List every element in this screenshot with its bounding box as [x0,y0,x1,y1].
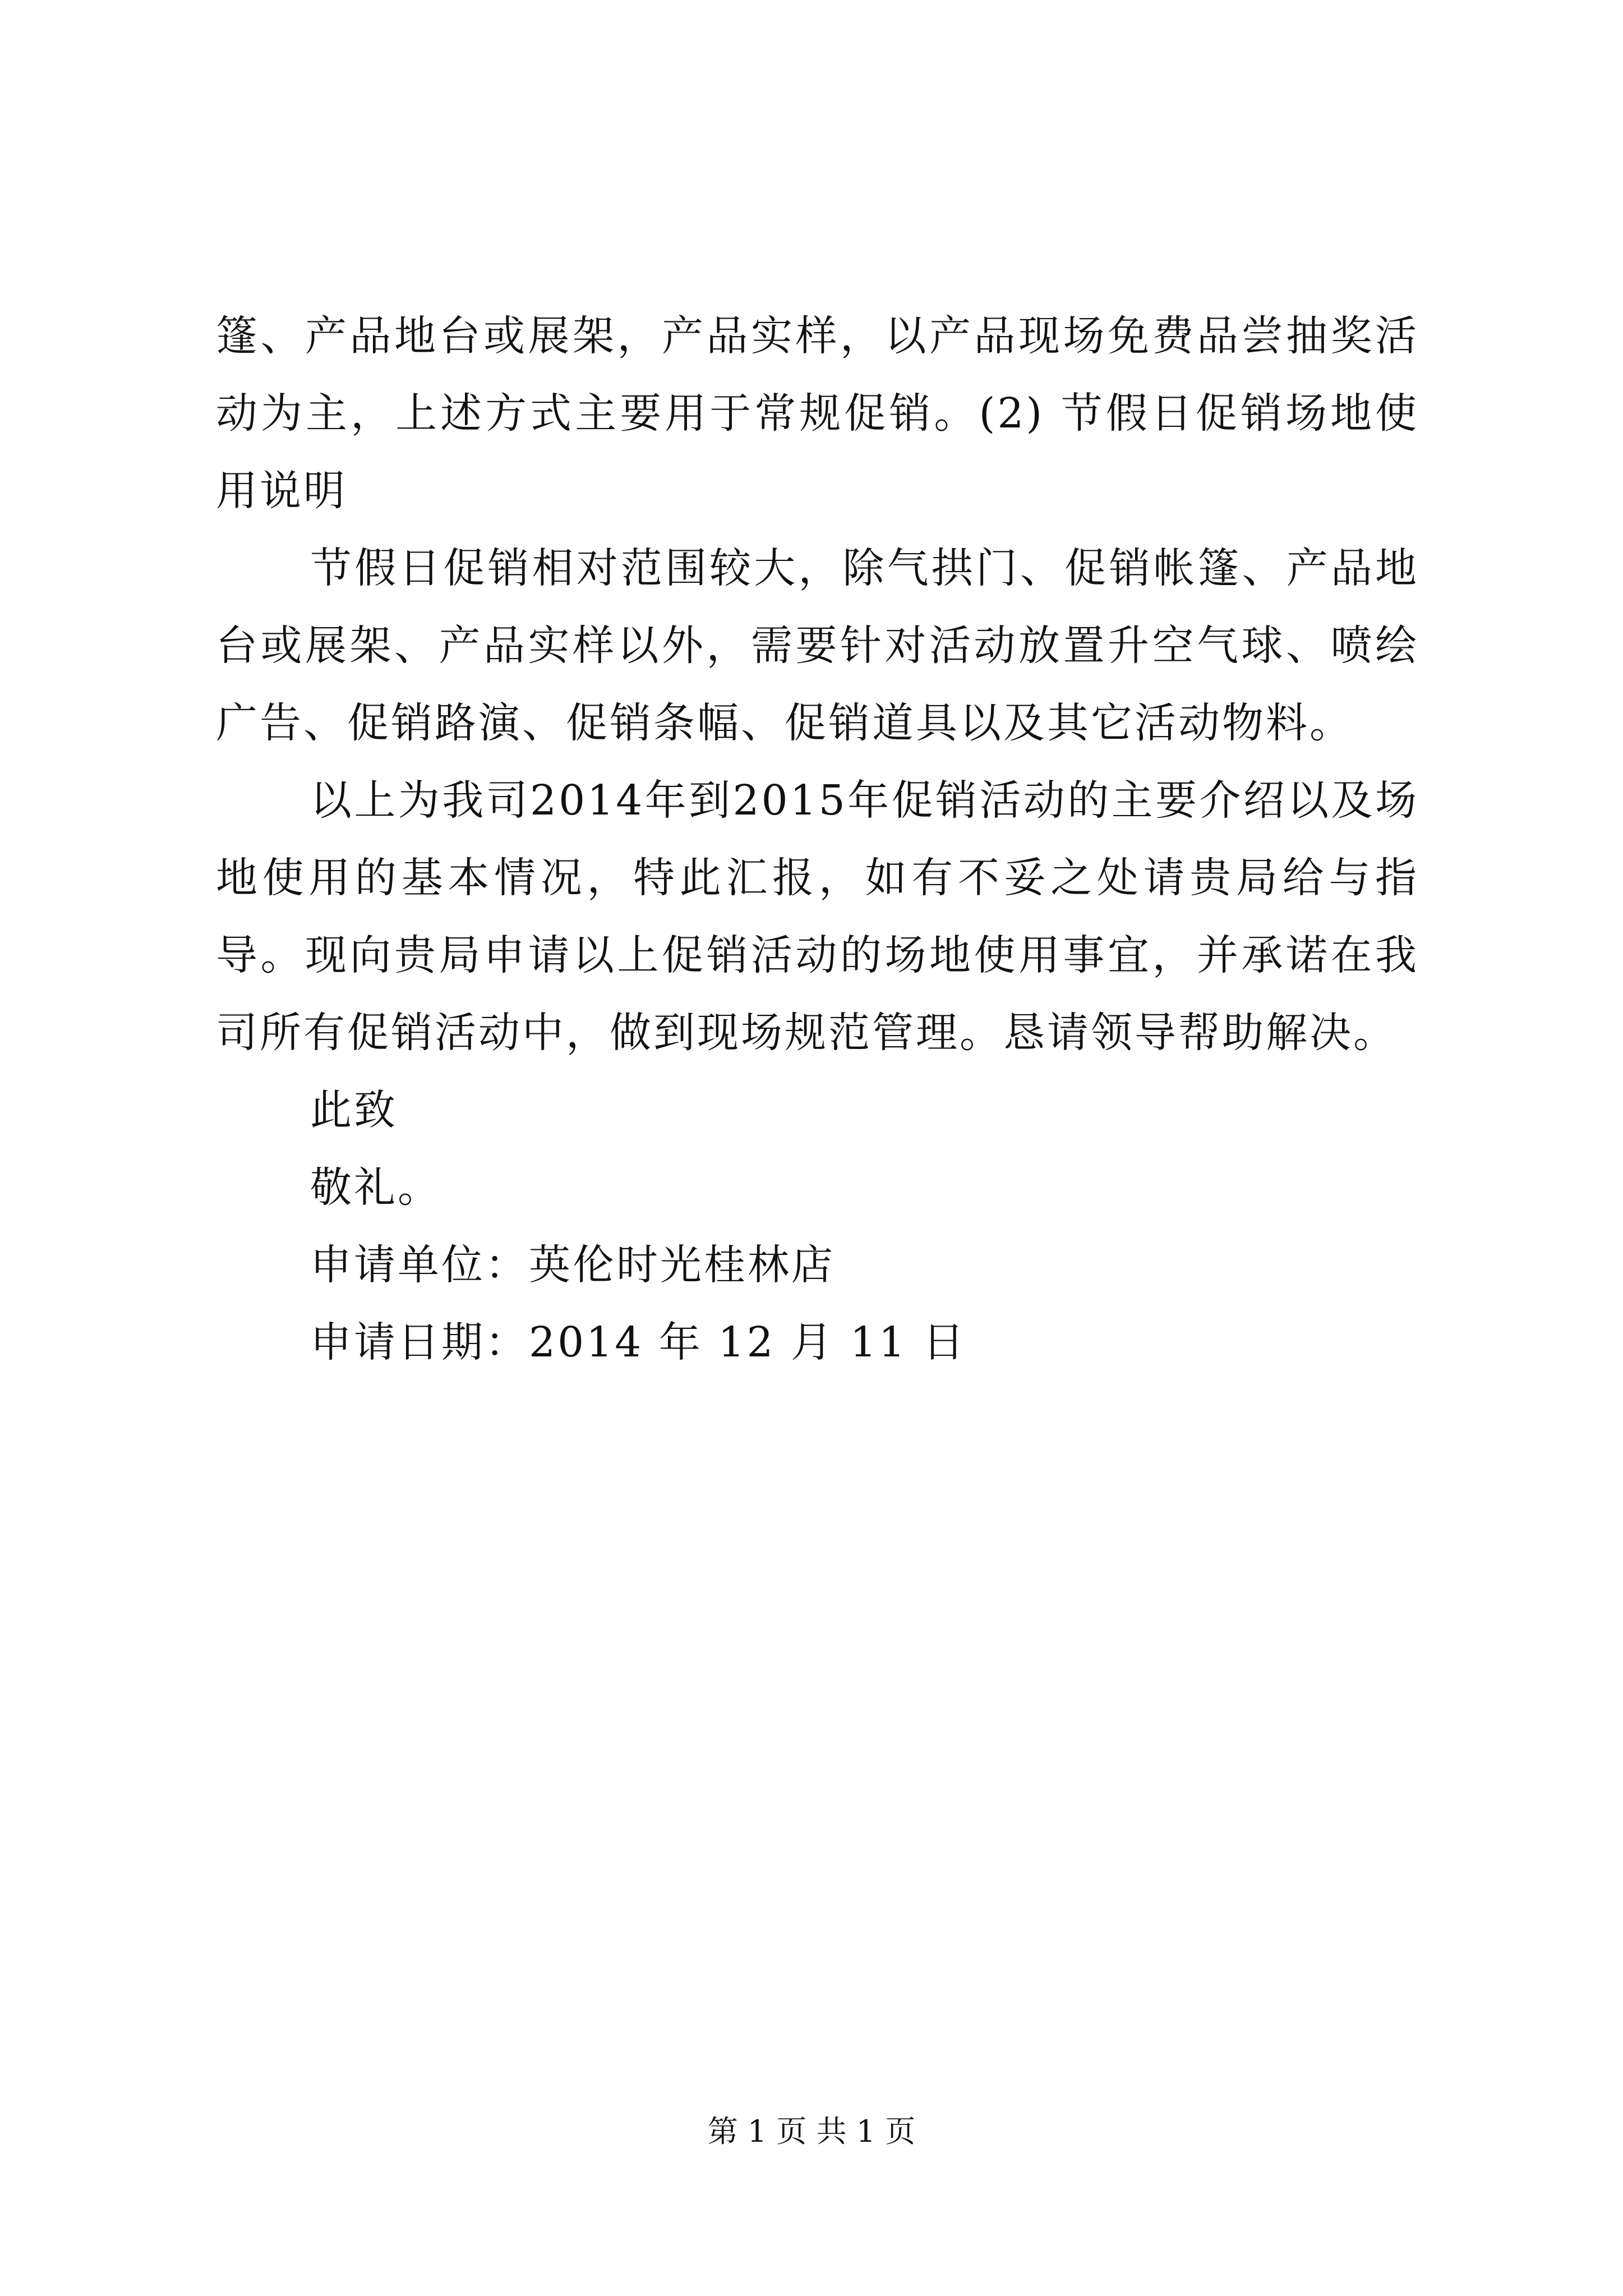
salutation-line-1: 此致 [310,1086,398,1134]
paragraph-2: 节假日促销相对范围较大，除气拱门、促销帐篷、产品地台或展架、产品实样以外，需要针对活动放置升空气球、喷绘广告、促销路演、促销条幅、促销道具以及其它活动物料。 [216,544,1419,747]
salutation-line-2: 敬礼。 [310,1163,441,1212]
paragraph-3: 以上为我司2014年到2015年促销活动的主要介绍以及场地使用的基本情况，特此汇报，如有不妥之处请贵局给与指导。现向贵局申请以上促销活动的场地使用事宜，并承诺在我司所有促销活动中，做到现场规范管理。恳请领导帮助解决。 [216,776,1419,1057]
applicant-line: 申请单位：英伦时光桂林店 [310,1241,835,1289]
document-body [216,297,1419,1381]
paragraph-1: 篷、产品地台或展架，产品实样，以产品现场免费品尝抽奖活动为主，上述方式主要用于常规促销。(2) 节假日促销场地使用说明 [216,312,1419,515]
page-footer: 第 1 页 共 1 页 [707,2114,916,2149]
date-line: 申请日期：2014 年 12 月 11 日 [310,1318,967,1366]
